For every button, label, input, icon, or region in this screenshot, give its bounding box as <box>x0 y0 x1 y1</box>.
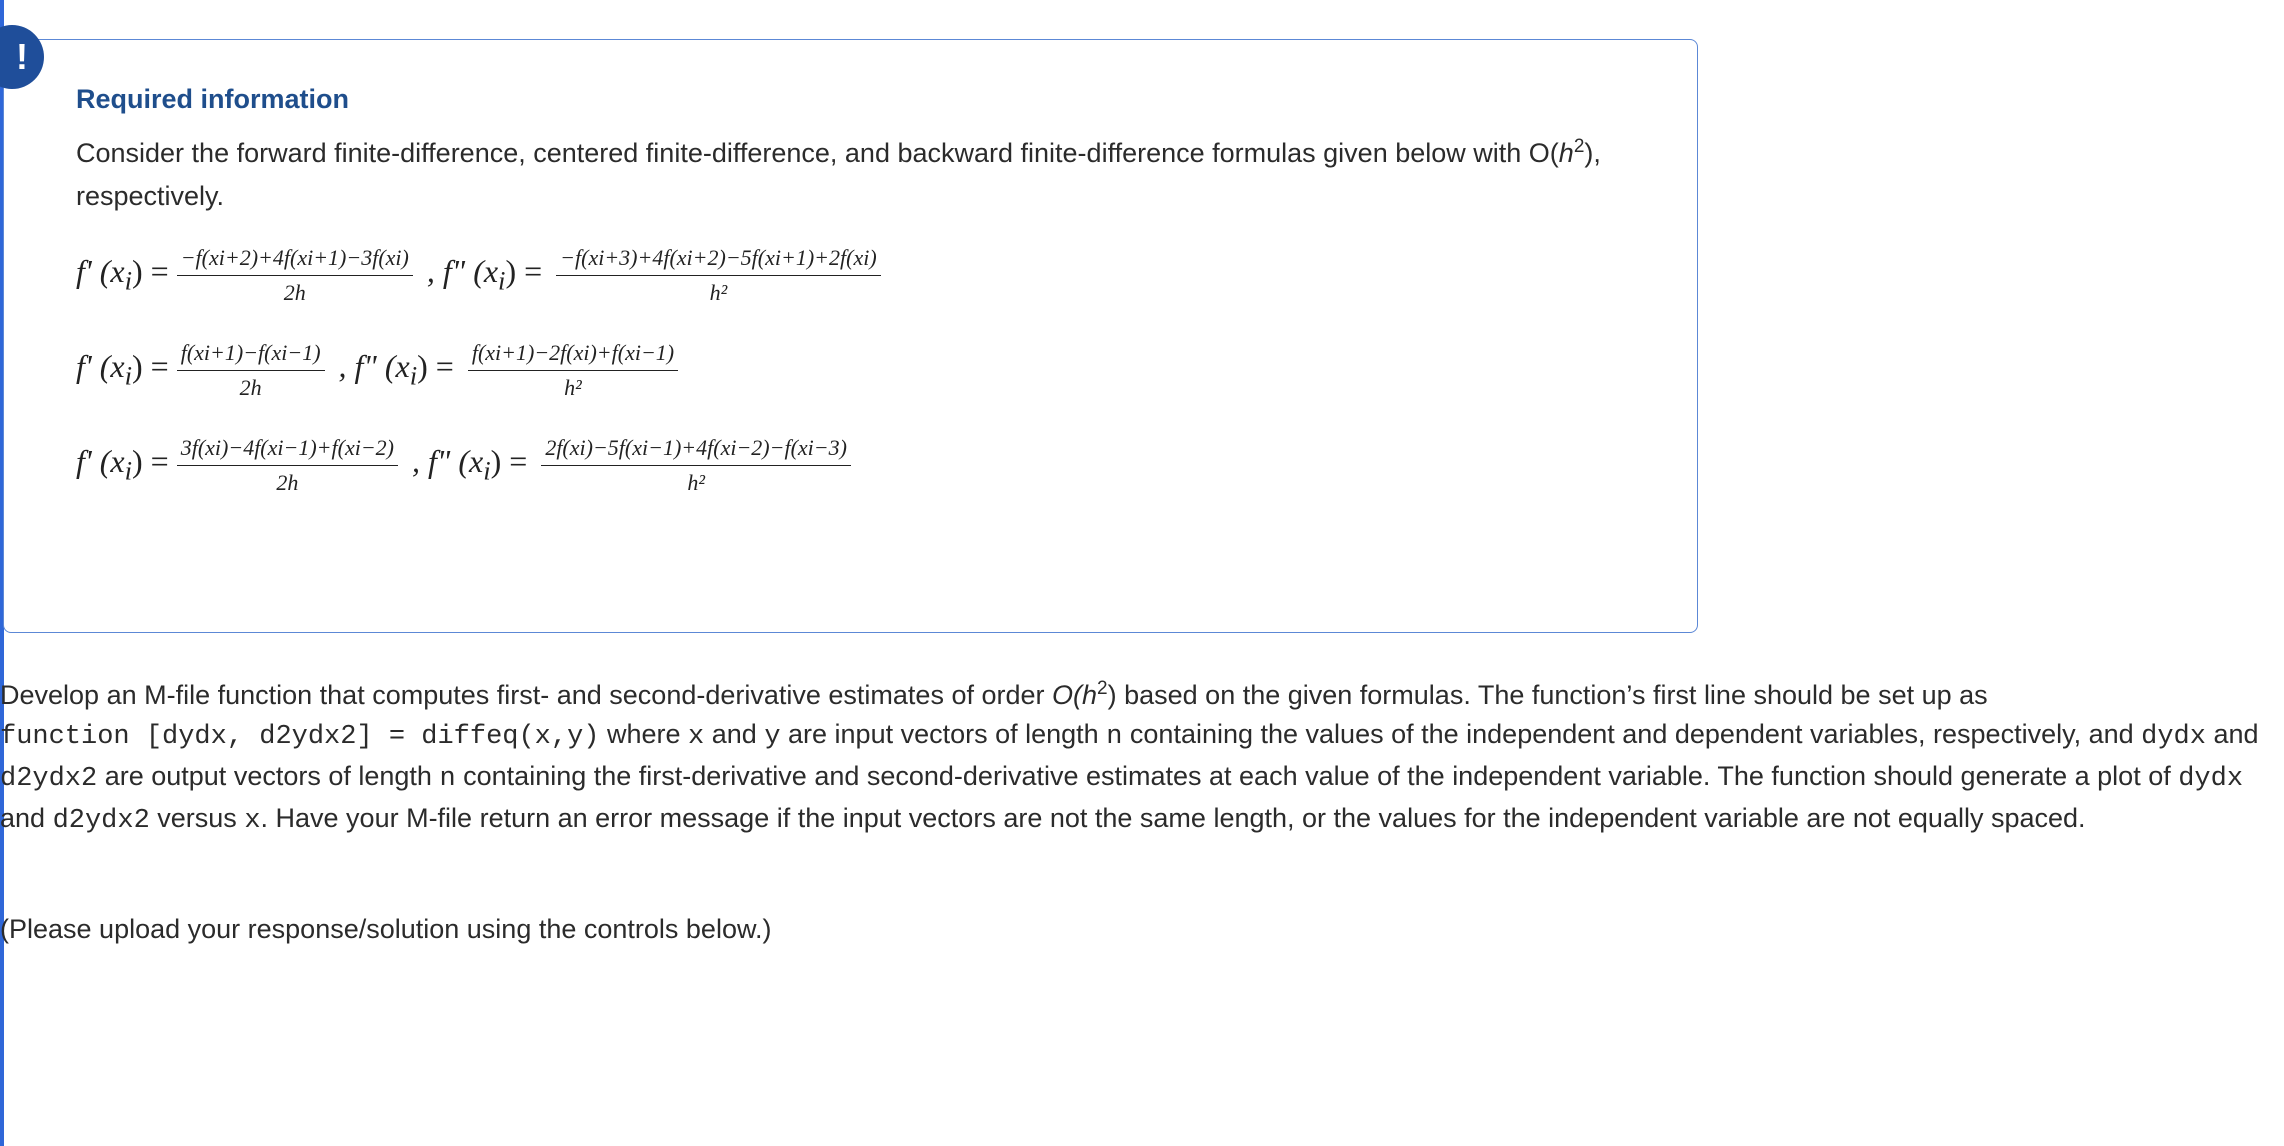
fraction-first <box>177 340 325 401</box>
problem-text: containing the values of the independent and dependent variables, respectively, and <box>1122 719 2142 749</box>
eq-lhs <box>76 253 169 296</box>
code-var: y <box>764 722 781 752</box>
eq-lhs-sub: i <box>124 455 132 486</box>
eq-lhs-close: ) = <box>132 348 169 385</box>
problem-text: are output vectors of length <box>97 761 440 791</box>
problem-text: containing the first-derivative and second-derivative estimates at each value of the independent variable. The function should generate a plot of <box>455 761 2179 791</box>
eq-sep-sub: i <box>483 455 491 486</box>
fraction-denominator: 2h <box>276 469 299 495</box>
fraction-numerator: 3f(xi)−4f(xi−1)+f(xi−2) <box>177 435 398 466</box>
code-var: dydx <box>2178 764 2244 794</box>
intro-h: h <box>1558 138 1574 168</box>
fraction-denominator: 2h <box>283 279 306 305</box>
order-h: h <box>1082 680 1098 710</box>
eq-lhs-close: ) = <box>132 253 169 290</box>
eq-sep-close: ) = <box>505 253 543 290</box>
code-var: x <box>244 806 261 836</box>
eq-lhs-close: ) = <box>132 443 169 480</box>
order-exponent: 2 <box>1097 678 1108 699</box>
problem-text: where <box>599 719 689 749</box>
fraction-numerator: 2f(xi)−5f(xi−1)+4f(xi−2)−f(xi−3) <box>541 435 851 466</box>
eq-lhs <box>76 348 169 391</box>
order-o: O( <box>1052 680 1082 710</box>
problem-text: and <box>0 803 53 833</box>
equation-forward <box>76 230 889 320</box>
eq-lhs-sub: i <box>124 360 132 391</box>
intro-prefix: Consider the forward finite-difference, centered finite-difference, and backward finite-difference formulas given below with O( <box>76 138 1559 168</box>
problem-statement <box>0 676 2270 841</box>
fraction-numerator: −f(xi+2)+4f(xi+1)−3f(xi) <box>177 245 413 276</box>
code-var: x <box>688 722 705 752</box>
eq-separator <box>427 253 542 296</box>
intro-text <box>76 132 1676 218</box>
problem-text: are input vectors of length <box>780 719 1107 749</box>
eq-lhs-text: f' (x <box>76 443 125 480</box>
fraction-denominator: 2h <box>239 374 262 400</box>
eq-lhs-text: f' (x <box>76 348 125 385</box>
eq-sep-close: ) = <box>417 348 454 385</box>
fraction-denominator: h² <box>709 279 728 305</box>
function-signature-code: function [dydx, d2ydx2] = diffeq(x,y) <box>0 722 600 752</box>
fraction-numerator: −f(xi+3)+4f(xi+2)−5f(xi+1)+2f(xi) <box>556 245 881 276</box>
problem-text: Develop an M-file function that computes first- and second-derivative estimates of order <box>0 680 1052 710</box>
eq-sep-close: ) = <box>490 443 528 480</box>
eq-sep-sub: i <box>498 265 506 296</box>
equation-centered <box>76 325 686 415</box>
fraction-second <box>541 435 851 496</box>
code-var: n <box>439 764 456 794</box>
fraction-denominator: h² <box>687 469 705 495</box>
code-var: d2ydx2 <box>52 806 150 836</box>
fraction-first <box>177 245 413 306</box>
problem-text: based on the given formulas. The function’s first line should be set up as <box>1116 680 1988 710</box>
fraction-second <box>556 245 881 306</box>
upload-note: (Please upload your response/solution using the controls below.) <box>0 914 772 944</box>
alert-icon-glyph: ! <box>16 36 28 77</box>
eq-sep-sub: i <box>409 360 418 391</box>
intro-exponent: 2 <box>1573 136 1585 157</box>
code-var: dydx <box>2141 722 2206 752</box>
eq-lhs-text: f' (x <box>76 253 125 290</box>
eq-sep-text: , f" (x <box>412 443 484 480</box>
code-var: n <box>1106 722 1123 752</box>
fraction-denominator: h² <box>564 374 582 400</box>
eq-separator <box>339 348 454 391</box>
code-var: d2ydx2 <box>0 764 98 794</box>
eq-lhs-sub: i <box>124 265 132 296</box>
eq-separator <box>412 443 527 486</box>
intro-suffix: ), respectively. <box>76 138 1601 211</box>
fraction-numerator: f(xi+1)−f(xi−1) <box>177 340 325 371</box>
eq-sep-text: , f" (x <box>426 253 499 290</box>
problem-text: . Have your M-file return an error message if the input vectors are not the same length, or the values for the independent variable are not equally spaced. <box>260 803 2086 833</box>
order-close: ) <box>1107 680 1117 710</box>
eq-lhs <box>76 443 169 486</box>
fraction-first <box>177 435 398 496</box>
problem-text: and <box>704 719 765 749</box>
fraction-numerator: f(xi+1)−2f(xi)+f(xi−1) <box>468 340 678 371</box>
problem-text: versus <box>149 803 245 833</box>
eq-sep-text: , f" (x <box>338 348 410 385</box>
equation-backward <box>76 420 859 510</box>
problem-text: and <box>2205 719 2259 749</box>
info-title: Required information <box>76 84 350 114</box>
fraction-second <box>468 340 678 401</box>
